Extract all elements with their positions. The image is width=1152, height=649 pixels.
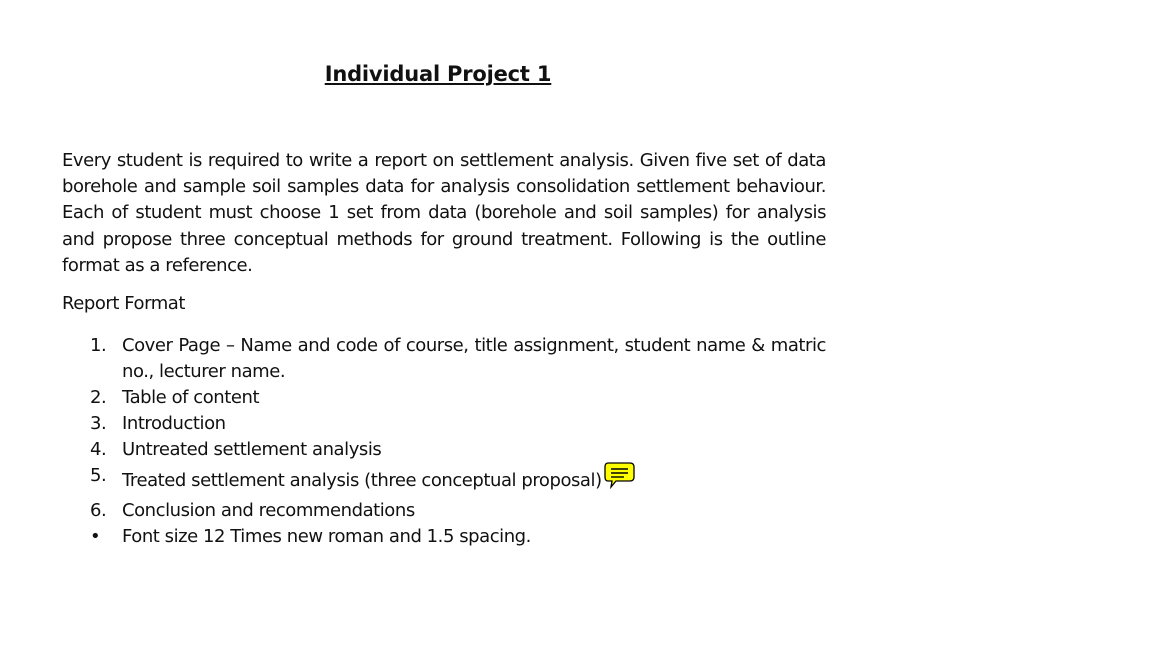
list-item (62, 437, 826, 463)
list-item-text: Cover Page – Name and code of course, title assignment, student name & matric no., lecturer name. (122, 335, 826, 382)
report-format-list (62, 333, 826, 550)
comment-note-icon[interactable] (604, 461, 636, 497)
list-item-text: Conclusion and recommendations (122, 500, 415, 522)
list-marker: 4. (90, 438, 107, 460)
document-title: Individual Project 1 (324, 62, 552, 86)
list-item (62, 498, 826, 524)
list-marker: 3. (90, 412, 107, 434)
list-item (62, 524, 826, 550)
list-item-text: Font size 12 Times new roman and 1.5 spacing. (122, 526, 531, 548)
list-marker: 6. (90, 500, 107, 522)
report-format-heading: Report Format (62, 293, 185, 314)
list-item-text: Table of content (122, 386, 260, 408)
list-item (62, 385, 826, 411)
intro-paragraph: Every student is required to write a report on settlement analysis. Given five set of data borehole and sample soil samples data for analysis consolidation settlement behaviour. Each of student must choose 1 set from data (borehole and soil samples) for analysis and propose three conceptual methods for ground treatment. Following is the outline format as a reference. (62, 150, 826, 276)
list-item-text: Untreated settlement analysis (122, 438, 382, 460)
list-marker: 5. (90, 464, 107, 486)
list-item-text: Introduction (122, 412, 226, 434)
list-marker: 2. (90, 386, 107, 408)
list-item (62, 411, 826, 437)
list-item-text: Treated settlement analysis (three conceptual proposal) (122, 469, 602, 491)
list-item (62, 463, 826, 499)
list-bullet: • (90, 526, 101, 548)
list-marker: 1. (90, 335, 107, 356)
list-item (62, 333, 826, 385)
